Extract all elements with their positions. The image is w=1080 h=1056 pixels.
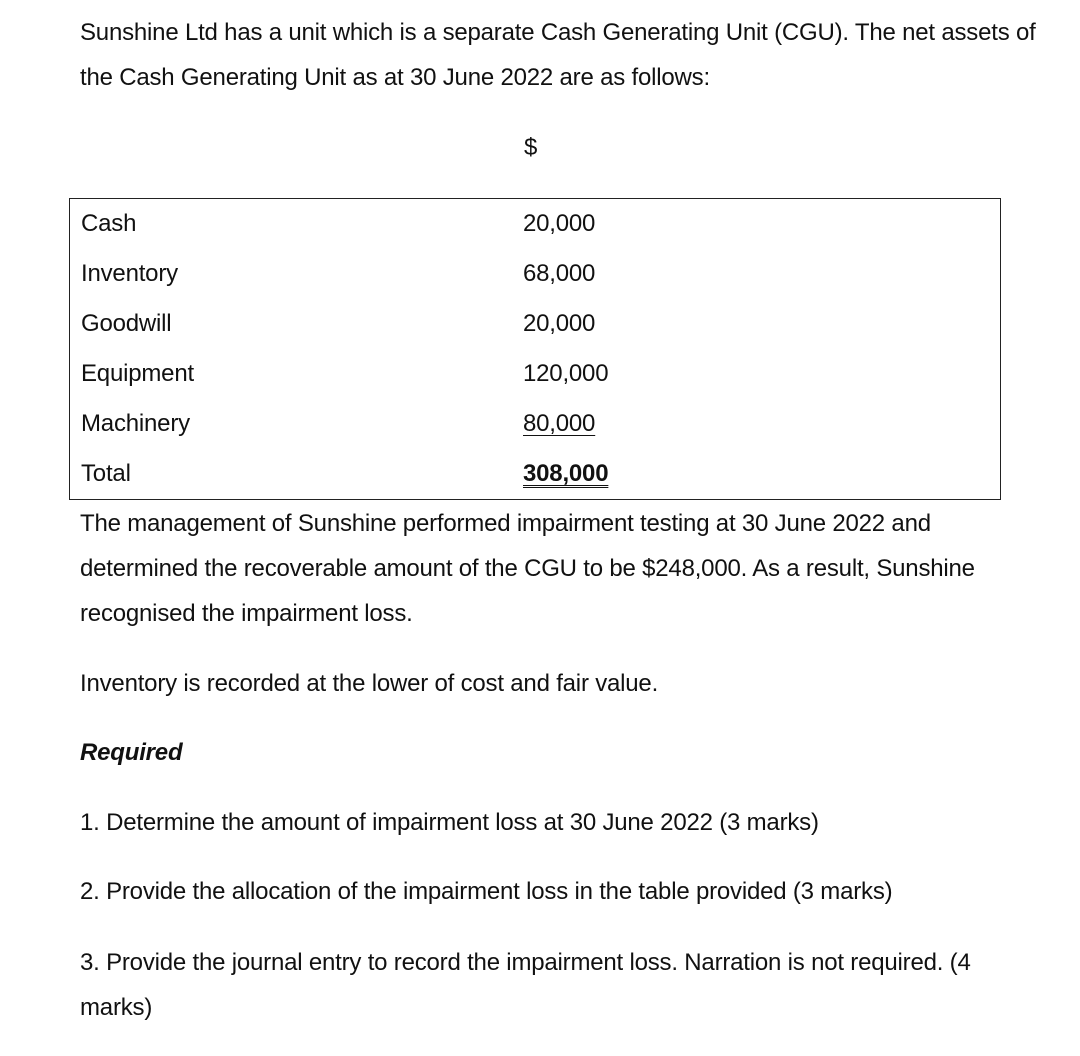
- total-value: 308,000: [523, 460, 609, 487]
- asset-label: Equipment: [81, 360, 194, 387]
- amount-value: 80,000: [523, 410, 596, 437]
- table-row: [70, 349, 1001, 399]
- inventory-note: Inventory is recorded at the lower of cost and fair value.: [80, 670, 659, 697]
- table-row: [70, 299, 1001, 349]
- table-row: [70, 249, 1001, 299]
- asset-amount: [523, 299, 1001, 349]
- asset-label: Inventory: [81, 260, 178, 287]
- asset-amount: [523, 249, 1001, 299]
- intro-paragraph: Sunshine Ltd has a unit which is a separate Cash Generating Unit (CGU). The net assets of the Cash Generating Unit as at 30 June 2022 are as follows:: [80, 19, 1036, 91]
- amount-value: 68,000: [523, 260, 596, 287]
- question-3: 3. Provide the journal entry to record the impairment loss. Narration is not required. (4 marks): [80, 949, 971, 1021]
- amount-value: 120,000: [523, 360, 609, 387]
- amount-value: 20,000: [523, 310, 596, 337]
- question-2: 2. Provide the allocation of the impairment loss in the table provided (3 marks): [80, 878, 893, 905]
- asset-label: Cash: [81, 210, 137, 237]
- asset-amount: [523, 349, 1001, 399]
- total-amount: [523, 449, 1001, 500]
- question-1: 1. Determine the amount of impairment loss at 30 June 2022 (3 marks): [80, 809, 819, 836]
- table-row: [70, 399, 1001, 449]
- table-row: [70, 199, 1001, 250]
- amount-value: 20,000: [523, 210, 596, 237]
- currency-header: $: [524, 134, 538, 161]
- required-heading: Required: [80, 739, 183, 766]
- asset-label: Goodwill: [81, 310, 172, 337]
- asset-label: Machinery: [81, 410, 190, 437]
- asset-amount: [523, 199, 1001, 250]
- total-label: Total: [81, 460, 131, 487]
- table-row-total: [70, 449, 1001, 500]
- management-paragraph: The management of Sunshine performed impairment testing at 30 June 2022 and determined the recoverable amount of the CGU to be $248,000. As a result, Sunshine recognised the impairment loss.: [80, 510, 975, 627]
- net-assets-table: [69, 198, 1001, 500]
- asset-amount: [523, 399, 1001, 449]
